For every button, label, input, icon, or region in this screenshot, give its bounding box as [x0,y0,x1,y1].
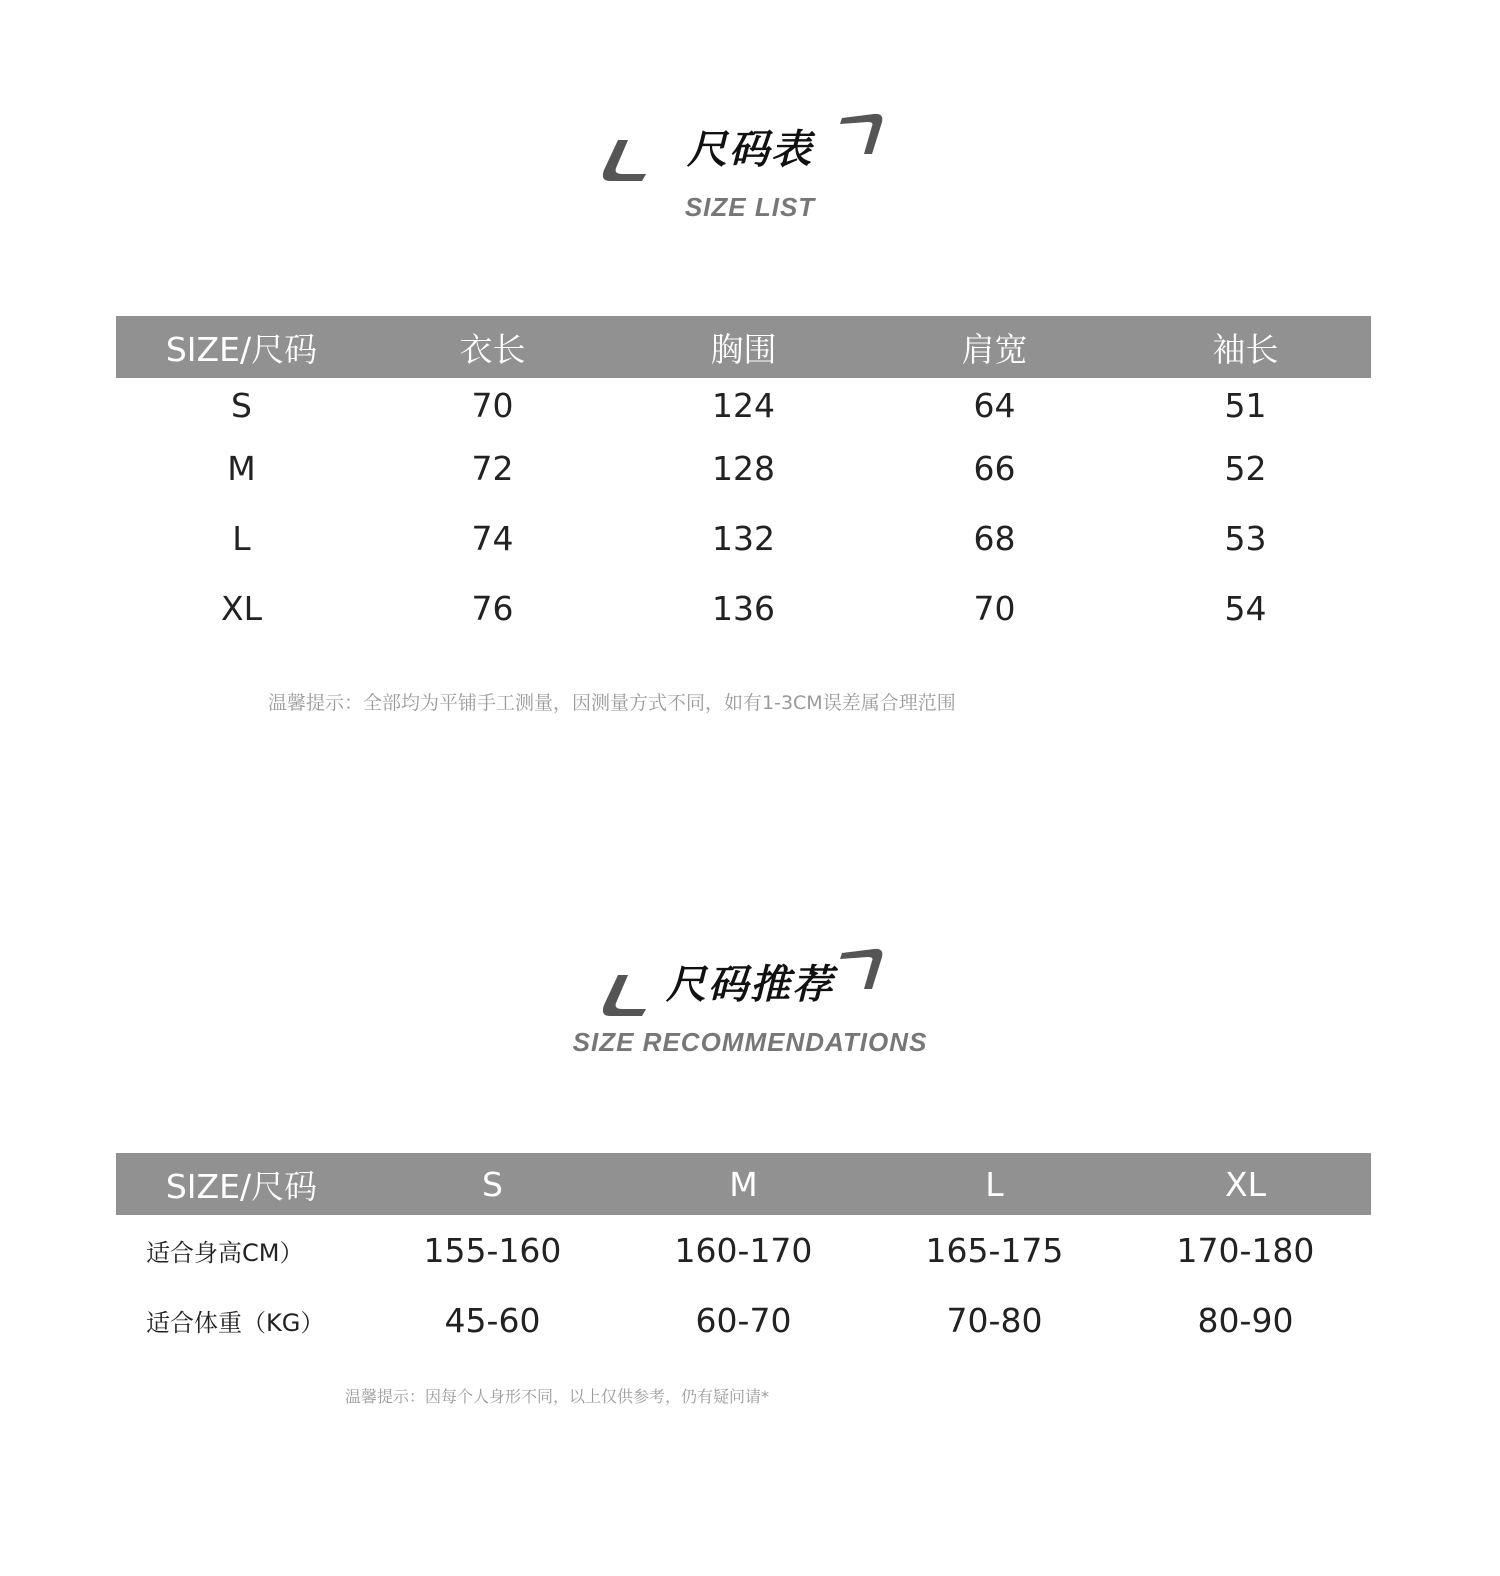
cell-size: S [231,386,252,425]
size-list-note: 温馨提示：全部均为平铺手工测量，因测量方式不同，如有1-3CM误差属合理范围 [268,692,956,714]
header-length: 衣长 [367,316,618,378]
cell-height-m: 160-170 [674,1230,813,1270]
table-row [116,378,1371,433]
header-m: M [618,1153,869,1215]
cell-size: L [232,518,251,558]
size-recommendations-title-cn: 尺码推荐 [666,962,834,1008]
header-size: SIZE/尺码 [116,316,367,378]
table-row [116,1215,1371,1285]
cell-chest: 124 [712,386,775,425]
cell-shoulder: 66 [973,448,1016,488]
cell-shoulder: 70 [973,588,1016,628]
cell-length: 76 [471,588,514,628]
table-row [116,433,1371,503]
cell-chest: 132 [712,518,775,558]
size-recommendations-heading [0,935,1500,1085]
header-s: S [367,1153,618,1215]
table-header-row [116,316,1371,378]
size-list-heading [0,100,1500,250]
cell-length: 74 [471,518,514,558]
cell-length: 70 [471,386,514,425]
size-list-title-cn: 尺码表 [687,127,813,173]
size-list-title-en: SIZE LIST [684,192,816,222]
header-sleeve: 袖长 [1120,316,1371,378]
cell-weight-l: 70-80 [946,1300,1043,1340]
cell-chest: 128 [712,448,775,488]
table-row [116,573,1371,643]
table-row [116,503,1371,573]
cell-sleeve: 53 [1224,518,1267,558]
table-row [116,1285,1371,1355]
cell-sleeve: 51 [1224,386,1267,425]
cell-height-xl: 170-180 [1176,1230,1315,1270]
cell-shoulder: 64 [973,386,1016,425]
cell-chest: 136 [712,588,775,628]
cell-size: M [227,448,256,488]
cell-shoulder: 68 [973,518,1016,558]
right-bracket-icon [838,112,886,156]
row-label-weight: 适合体重（KG） [146,1308,325,1337]
cell-height-l: 165-175 [925,1230,1064,1270]
size-recommendations-title-en: SIZE RECOMMENDATIONS [572,1027,928,1057]
cell-sleeve: 54 [1224,588,1267,628]
size-recommendations-table [116,1153,1371,1355]
size-recommendations-note: 温馨提示：因每个人身形不同，以上仅供参考，仍有疑问请* [345,1387,770,1406]
header-l: L [869,1153,1120,1215]
header-shoulder: 肩宽 [869,316,1120,378]
table-header-row [116,1153,1371,1215]
cell-weight-s: 45-60 [444,1300,541,1340]
cell-size: XL [221,588,262,628]
right-bracket-icon [838,947,886,991]
header-xl: XL [1120,1153,1371,1215]
row-label-height: 适合身高CM） [146,1238,304,1267]
header-size: SIZE/尺码 [116,1153,367,1215]
cell-length: 72 [471,448,514,488]
cell-sleeve: 52 [1224,448,1267,488]
cell-height-s: 155-160 [423,1230,562,1270]
cell-weight-xl: 80-90 [1197,1300,1294,1340]
cell-weight-m: 60-70 [695,1300,792,1340]
header-chest: 胸围 [618,316,869,378]
size-list-table [116,316,1371,643]
